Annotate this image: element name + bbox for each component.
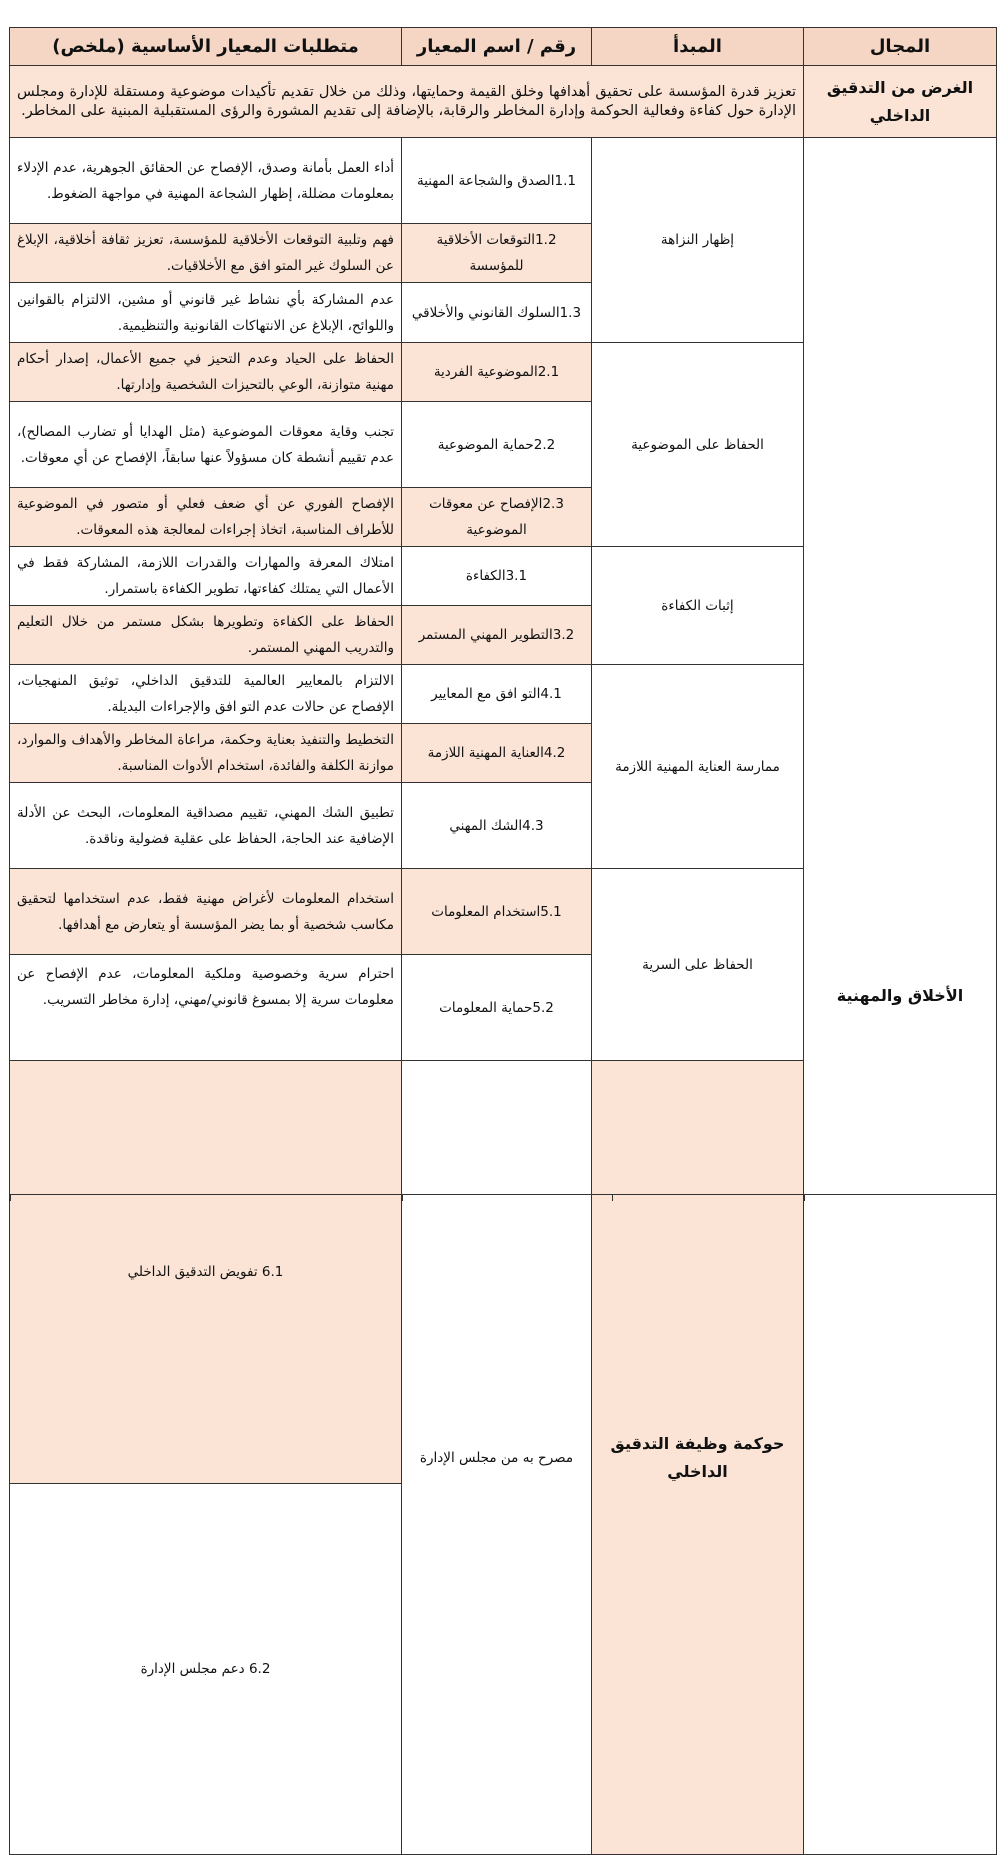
principle-confidentiality: الحفاظ على السرية [592,869,804,1061]
header-principle: المبدأ [592,28,804,66]
purpose-row [10,66,997,138]
standard-name: 5.2حماية المعلومات [402,955,592,1061]
principle-objectivity: الحفاظ على الموضوعية [592,343,804,547]
header-row [10,28,997,66]
standard-requirement: التخطيط والتنفيذ بعناية وحكمة، مراعاة المخاطر والأهداف والموارد، موازنة الكلفة والفائدة، استخدام الأدوات المناسبة. [10,724,402,783]
standard-requirement: تجنب وقاية معوقات الموضوعية (مثل الهدايا أو تضارب المصالح)، عدم تقييم أنشطة كان مسؤولاً عنها سابقاً، الإفصاح عن أي معوقات. [10,402,402,488]
ethics-domain: الأخلاق والمهنية [804,138,997,1855]
standards-document [10,27,997,1855]
standard-name: 1.3السلوك القانوني والأخلاقي [402,283,592,343]
header-standard: رقم / اسم المعيار [402,28,592,66]
standard-requirement: الحفاظ على الحياد وعدم التحيز في جميع الأعمال، إصدار أحكام مهنية متوازنة، الوعي بالتحيزات الشخصية وإدارتها. [10,343,402,402]
principle-board-authorized: مصرح به من مجلس الإدارة [402,1061,592,1855]
standard-name: 4.1التو افق مع المعايير [402,665,592,724]
standard-requirement: الالتزام بالمعايير العالمية للتدقيق الداخلي، توثيق المنهجيات، الإفصاح عن حالات عدم التو افق والإجراءات البديلة. [10,665,402,724]
standard-requirement: احترام سرية وخصوصية وملكية المعلومات، عدم الإفصاح عن معلومات سرية إلا بمسوغ قانوني/مهني، إدارة مخاطر التسريب. [10,955,402,1061]
standard-name: 2.2حماية الموضوعية [402,402,592,488]
standard-requirement: تطبيق الشك المهني، تقييم مصداقية المعلومات، البحث عن الأدلة الإضافية عند الحاجة، الحفاظ على عقلية فضولية وناقدة. [10,783,402,869]
standard-requirement: استخدام المعلومات لأغراض مهنية فقط، عدم استخدامها لتحقيق مكاسب شخصية أو بما يضر المؤسسة أو يتعارض مع أهدافها. [10,869,402,955]
standard-name: 4.2العناية المهنية اللازمة [402,724,592,783]
purpose-domain: الغرض من التدقيق الداخلي [804,66,997,138]
standard-name: 3.2التطوير المهني المستمر [402,606,592,665]
header-domain: المجال [804,28,997,66]
column-divider [804,1195,805,1201]
column-divider [402,1195,403,1201]
standard-requirement: الإفصاح الفوري عن أي ضعف فعلي أو متصور في الموضوعية للأطراف المناسبة، اتخاذ إجراءات لمعالجة هذه المعوقات. [10,488,402,547]
standard-requirement: امتلاك المعرفة والمهارات والقدرات اللازمة، المشاركة فقط في الأعمال التي يمتلك كفاءتها، تطوير الكفاءة باستمرار. [10,547,402,606]
header-requirements: متطلبات المعيار الأساسية (ملخص) [10,28,402,66]
column-divider [996,1195,997,1201]
purpose-text: تعزيز قدرة المؤسسة على تحقيق أهدافها وخلق القيمة وحمايتها، وذلك من خلال تقديم تأكيدات موضوعية ومستقلة للإدارة ومجلس الإدارة حول كفاءة وفعالية الحوكمة وإدارة المخاطر والرقابة، بالإضافة إلى تقديم المشورة والرؤى المستقبلية المبنية على المخاطر. [10,66,804,138]
standard-requirement: أداء العمل بأمانة وصدق، الإفصاح عن الحقائق الجوهرية، عدم الإدلاء بمعلومات مضللة، إظهار الشجاعة المهنية في مواجهة الضغوط. [10,138,402,224]
standard-name: 6.2 دعم مجلس الإدارة [10,1484,402,1855]
standard-name: 2.1الموضوعية الفردية [402,343,592,402]
standard-name: 1.2التوقعات الأخلاقية للمؤسسة [402,224,592,283]
standard-requirement: فهم وتلبية التوقعات الأخلاقية للمؤسسة، تعزيز ثقافة أخلاقية، الإبلاغ عن السلوك غير المتو افق مع الأخلاقيات. [10,224,402,283]
column-divider [10,1195,11,1201]
standards-table [9,27,997,1855]
standard-name: 4.3الشك المهني [402,783,592,869]
principle-competency: إثبات الكفاءة [592,547,804,665]
column-divider [612,1195,613,1201]
standard-name: 6.1 تفويض التدقيق الداخلي [10,1061,402,1484]
governance-domain: حوكمة وظيفة التدقيق الداخلي [592,1061,804,1855]
standard-name: 3.1الكفاءة [402,547,592,606]
standard-name: 5.1استخدام المعلومات [402,869,592,955]
principle-integrity: إظهار النزاهة [592,138,804,343]
standard-name: 1.1الصدق والشجاعة المهنية [402,138,592,224]
standard-name: 2.3الإفصاح عن معوقات الموضوعية [402,488,592,547]
principle-due-care: ممارسة العناية المهنية اللازمة [592,665,804,869]
standard-row [10,138,997,224]
standard-requirement: عدم المشاركة بأي نشاط غير قانوني أو مشين، الالتزام بالقوانين واللوائح، الإبلاغ عن الانتهاكات القانونية والتنظيمية. [10,283,402,343]
standard-requirement: الحفاظ على الكفاءة وتطويرها بشكل مستمر من خلال التعليم والتدريب المهني المستمر. [10,606,402,665]
